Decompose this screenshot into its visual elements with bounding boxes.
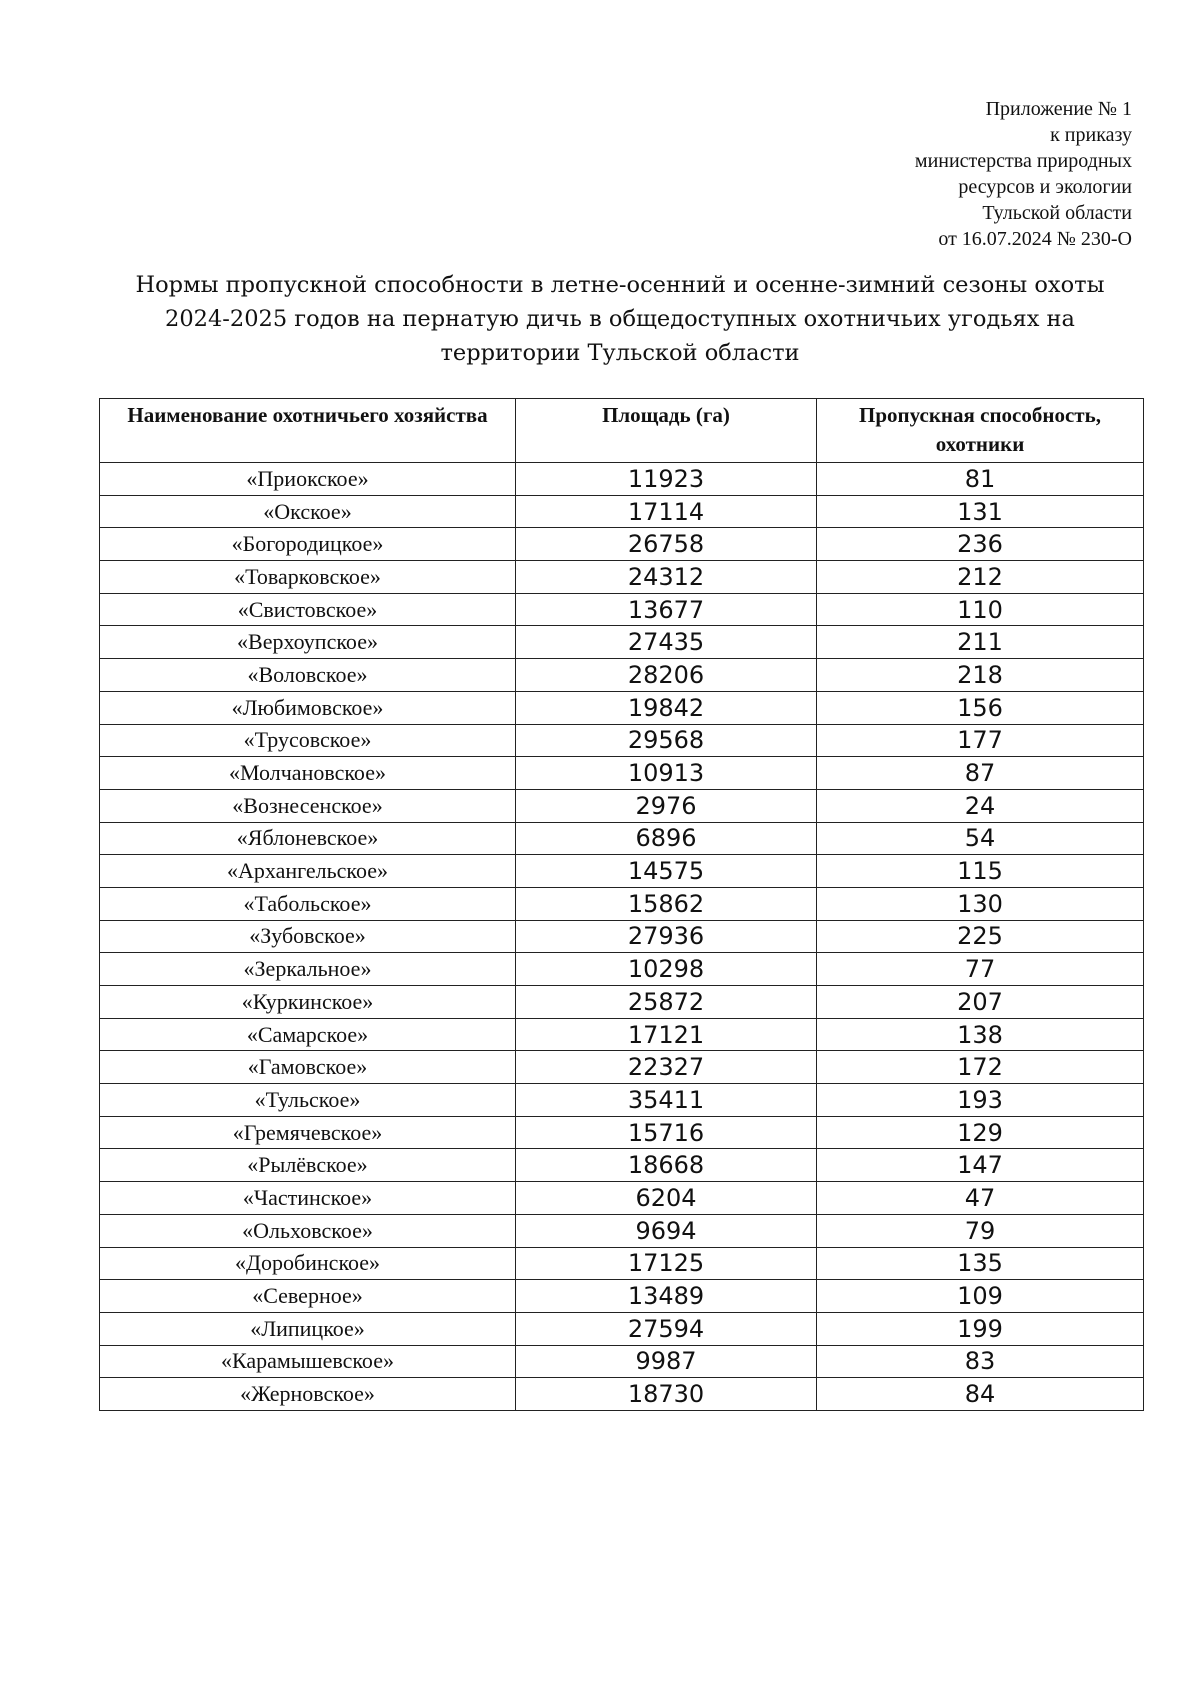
cell-hunting-farm-name: «Воловское» [100,659,516,692]
cell-hunting-farm-name: «Карамышевское» [100,1345,516,1378]
cell-area: 18730 [516,1378,817,1411]
cell-hunting-farm-name: «Тульское» [100,1084,516,1117]
cell-hunting-farm-name: «Зубовское» [100,920,516,953]
cell-capacity: 177 [817,724,1144,757]
cell-area: 17114 [516,495,817,528]
cell-area: 28206 [516,659,817,692]
cell-capacity: 135 [817,1247,1144,1280]
table-row [100,528,1144,561]
cell-area: 6204 [516,1182,817,1215]
cell-hunting-farm-name: «Товарковское» [100,561,516,594]
appendix-header [915,96,1132,252]
table-row [100,1378,1144,1411]
cell-area: 26758 [516,528,817,561]
cell-area: 10298 [516,953,817,986]
cell-capacity: 115 [817,855,1144,888]
cell-area: 35411 [516,1084,817,1117]
table-body [100,463,1144,1411]
table-row [100,1084,1144,1117]
cell-capacity: 77 [817,953,1144,986]
table-row [100,561,1144,594]
cell-capacity: 193 [817,1084,1144,1117]
table-row [100,1345,1144,1378]
document-title [100,268,1140,370]
cell-hunting-farm-name: «Яблоневское» [100,822,516,855]
cell-area: 27594 [516,1312,817,1345]
cell-area: 17121 [516,1018,817,1051]
table-row [100,822,1144,855]
cell-hunting-farm-name: «Рылёвское» [100,1149,516,1182]
table-row [100,757,1144,790]
cell-area: 6896 [516,822,817,855]
header-name: Наименование охотничьего хозяйства [100,399,516,463]
table-row [100,920,1144,953]
cell-hunting-farm-name: «Свистовское» [100,593,516,626]
cell-area: 13489 [516,1280,817,1313]
appendix-line: министерства природных [914,150,1132,172]
cell-capacity: 211 [817,626,1144,659]
cell-area: 9694 [516,1214,817,1247]
cell-hunting-farm-name: «Табольское» [100,887,516,920]
cell-hunting-farm-name: «Самарское» [100,1018,516,1051]
appendix-line: к приказу [1050,124,1132,146]
table-row [100,626,1144,659]
cell-area: 17125 [516,1247,817,1280]
cell-hunting-farm-name: «Архангельское» [100,855,516,888]
cell-hunting-farm-name: «Любимовское» [100,691,516,724]
table-row [100,1280,1144,1313]
table-row [100,1182,1144,1215]
cell-area: 27435 [516,626,817,659]
cell-capacity: 212 [817,561,1144,594]
cell-area: 10913 [516,757,817,790]
cell-hunting-farm-name: «Вознесенское» [100,789,516,822]
cell-hunting-farm-name: «Приокское» [100,463,516,496]
table-row [100,659,1144,692]
cell-area: 18668 [516,1149,817,1182]
cell-area: 25872 [516,986,817,1019]
cell-capacity: 218 [817,659,1144,692]
cell-capacity: 147 [817,1149,1144,1182]
cell-area: 2976 [516,789,817,822]
table-row [100,1018,1144,1051]
cell-hunting-farm-name: «Гремячевское» [100,1116,516,1149]
cell-capacity: 47 [817,1182,1144,1215]
header-capacity: Пропускная способность, охотники [817,399,1144,463]
appendix-line: ресурсов и экологии [958,176,1132,198]
capacity-table [99,398,1144,1411]
cell-hunting-farm-name: «Липицкое» [100,1312,516,1345]
cell-capacity: 156 [817,691,1144,724]
appendix-line: Приложение № 1 [985,98,1132,120]
cell-hunting-farm-name: «Доробинское» [100,1247,516,1280]
table-row [100,855,1144,888]
cell-capacity: 199 [817,1312,1144,1345]
table-row [100,495,1144,528]
cell-hunting-farm-name: «Окское» [100,495,516,528]
title-line: Нормы пропускной способности в летне-осенний и осенне-зимний сезоны охоты [135,272,1105,298]
table-row [100,1149,1144,1182]
cell-area: 24312 [516,561,817,594]
cell-capacity: 129 [817,1116,1144,1149]
cell-hunting-farm-name: «Зеркальное» [100,953,516,986]
title-line: территории Тульской области [440,340,800,366]
cell-capacity: 79 [817,1214,1144,1247]
header-area: Площадь (га) [516,399,817,463]
cell-capacity: 236 [817,528,1144,561]
cell-capacity: 83 [817,1345,1144,1378]
appendix-line: от 16.07.2024 № 230-О [938,228,1132,250]
cell-hunting-farm-name: «Частинское» [100,1182,516,1215]
cell-area: 13677 [516,593,817,626]
cell-capacity: 225 [817,920,1144,953]
table-header-row [100,399,1144,463]
cell-hunting-farm-name: «Ольховское» [100,1214,516,1247]
cell-capacity: 54 [817,822,1144,855]
table-row [100,1247,1144,1280]
cell-area: 29568 [516,724,817,757]
cell-capacity: 207 [817,986,1144,1019]
cell-hunting-farm-name: «Верхоупское» [100,626,516,659]
table-row [100,1214,1144,1247]
cell-capacity: 24 [817,789,1144,822]
cell-hunting-farm-name: «Куркинское» [100,986,516,1019]
cell-area: 11923 [516,463,817,496]
table-row [100,887,1144,920]
table-row [100,953,1144,986]
cell-capacity: 109 [817,1280,1144,1313]
cell-area: 27936 [516,920,817,953]
cell-hunting-farm-name: «Жерновское» [100,1378,516,1411]
cell-hunting-farm-name: «Молчановское» [100,757,516,790]
table-row [100,463,1144,496]
table-row [100,1051,1144,1084]
appendix-line: Тульской области [982,202,1132,224]
table-row [100,724,1144,757]
cell-area: 19842 [516,691,817,724]
cell-hunting-farm-name: «Гамовское» [100,1051,516,1084]
cell-capacity: 130 [817,887,1144,920]
cell-hunting-farm-name: «Богородицкое» [100,528,516,561]
table-row [100,1116,1144,1149]
cell-area: 22327 [516,1051,817,1084]
cell-area: 14575 [516,855,817,888]
cell-capacity: 138 [817,1018,1144,1051]
cell-area: 9987 [516,1345,817,1378]
cell-hunting-farm-name: «Северное» [100,1280,516,1313]
cell-capacity: 172 [817,1051,1144,1084]
cell-area: 15862 [516,887,817,920]
table-row [100,593,1144,626]
cell-area: 15716 [516,1116,817,1149]
table-row [100,986,1144,1019]
cell-capacity: 87 [817,757,1144,790]
title-line: 2024-2025 годов на пернатую дичь в общедоступных охотничьих угодьях на [165,306,1075,332]
table-row [100,1312,1144,1345]
table-row [100,789,1144,822]
cell-hunting-farm-name: «Трусовское» [100,724,516,757]
cell-capacity: 81 [817,463,1144,496]
cell-capacity: 84 [817,1378,1144,1411]
cell-capacity: 131 [817,495,1144,528]
table-row [100,691,1144,724]
cell-capacity: 110 [817,593,1144,626]
